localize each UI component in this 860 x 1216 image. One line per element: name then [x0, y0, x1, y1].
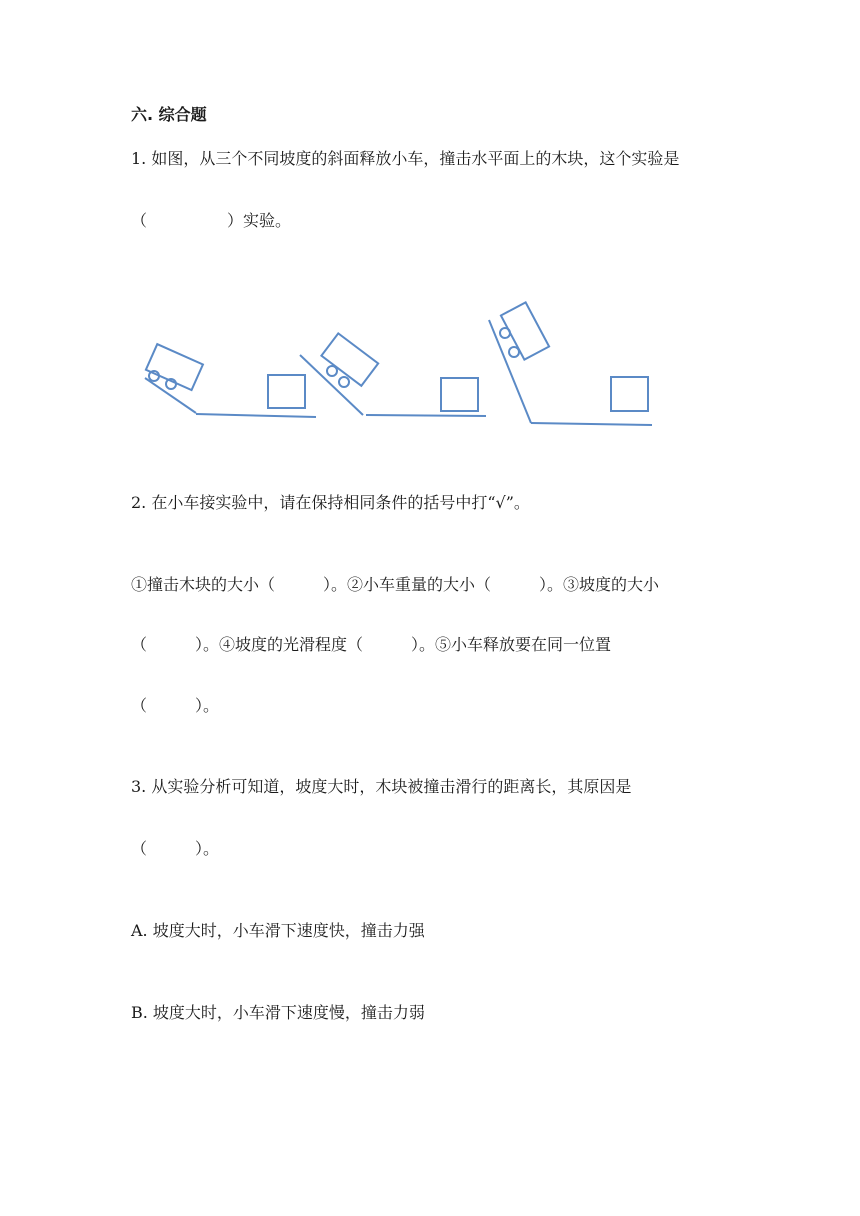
question-2-line-3: （ ）。④坡度的光滑程度（ ）。⑤小车释放要在同一位置	[131, 635, 612, 654]
question-1-line-2: （ ）实验。	[131, 211, 292, 230]
experiment-high-slope	[489, 302, 652, 425]
car-wheel	[327, 366, 337, 376]
question-3-line-2: （ ）。	[131, 839, 220, 858]
section-heading: 六. 综合题	[131, 105, 207, 124]
toy-car-medium	[321, 333, 378, 385]
ground-1	[196, 414, 316, 417]
car-body	[321, 333, 378, 385]
car-wheel	[500, 328, 510, 338]
ground-3	[531, 423, 652, 425]
question-3-line-1: 3. 从实验分析可知道，坡度大时，木块被撞击滑行的距离长，其原因是	[131, 777, 632, 796]
ramp-low	[145, 378, 196, 413]
question-2-line-1: 2. 在小车接实验中，请在保持相同条件的括号中打“√”。	[131, 493, 530, 512]
ground-2	[366, 415, 486, 416]
option-b: B. 坡度大时，小车滑下速度慢，撞击力弱	[131, 1003, 425, 1022]
question-2-line-2: ①撞击木块的大小（ ）。②小车重量的大小（ ）。③坡度的大小	[131, 575, 660, 594]
question-1-line-1: 1. 如图，从三个不同坡度的斜面释放小车，撞击水平面上的木块，这个实验是	[131, 149, 680, 168]
question-2-line-4: （ ）。	[131, 696, 220, 715]
experiment-low-slope	[145, 344, 316, 417]
car-wheel	[509, 347, 519, 357]
slope-experiment-figure	[130, 290, 670, 440]
option-a: A. 坡度大时，小车滑下速度快，撞击力强	[131, 921, 425, 940]
car-body	[146, 344, 203, 390]
experiment-medium-slope	[300, 333, 486, 416]
wooden-block-2	[441, 378, 478, 411]
toy-car-low	[146, 344, 203, 390]
wooden-block-3	[611, 377, 648, 411]
wooden-block-1	[268, 375, 305, 408]
car-wheel	[339, 377, 349, 387]
